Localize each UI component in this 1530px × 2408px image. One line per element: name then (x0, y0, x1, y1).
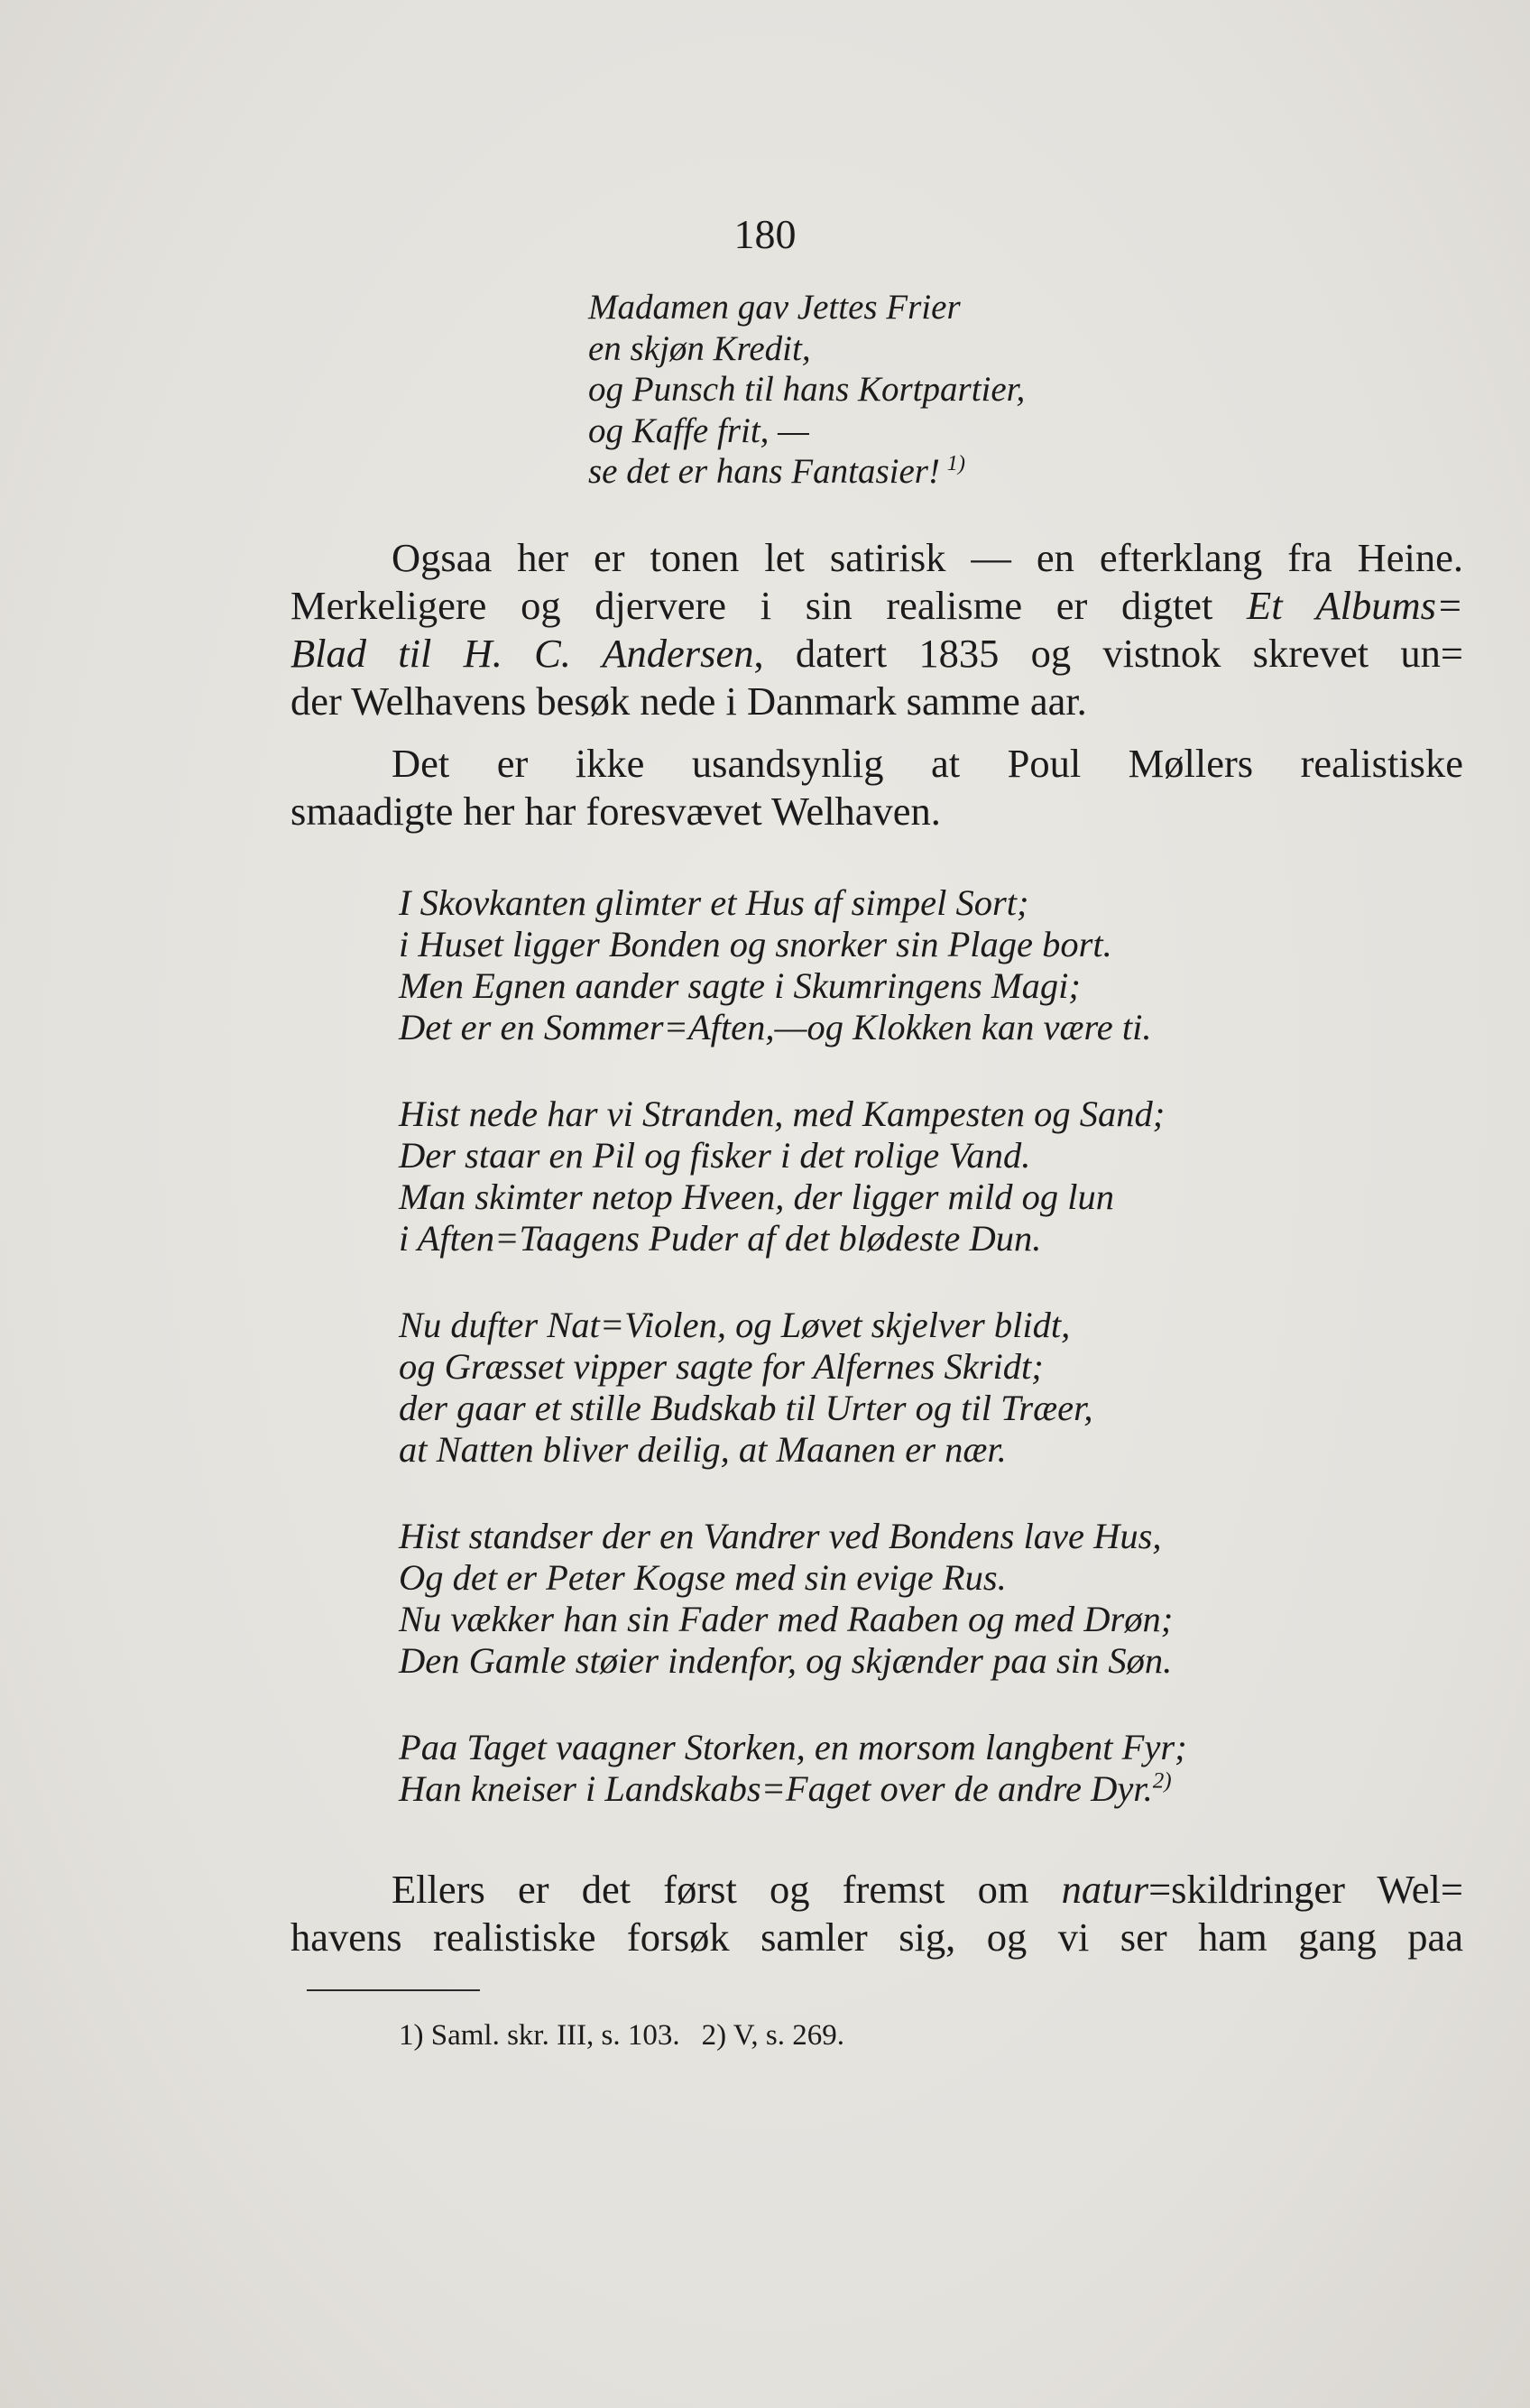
verse-line: I Skovkanten glimter et Hus af simpel Sort; (399, 882, 1029, 923)
verse-quote-1 (588, 287, 1025, 493)
text-line: Det er ikke usandsynlig at Poul Møllers realistiske (392, 741, 1463, 786)
verse-line: i Aften=Taagens Puder af det blødeste Dun. (399, 1218, 1042, 1259)
verse-line: at Natten bliver deilig, at Maanen er nær. (399, 1429, 1007, 1470)
text-line (290, 582, 1463, 630)
footnote-1: 1) Saml. skr. III, s. 103. (399, 2019, 680, 2052)
paragraph-2 (290, 740, 1463, 835)
paragraph-1 (290, 534, 1463, 725)
text-line: Ogsaa her er tonen let satirisk — en efterklang fra Heine. (392, 535, 1463, 580)
verse-line: Der staar en Pil og fisker i det rolige Vand. (399, 1135, 1031, 1176)
verse-line: en skjøn Kredit, (588, 328, 811, 368)
verse-line: Det er en Sommer=Aften,—og Klokken kan være ti. (399, 1007, 1152, 1047)
text-line (290, 630, 1463, 678)
verse-line: og Græsset vipper sagte for Alfernes Skridt; (399, 1346, 1044, 1387)
verse-stanza-3 (399, 1305, 1093, 1471)
text-segment: Ellers er det først og fremst om (392, 1867, 1062, 1912)
footnote-2: 2) V, s. 269. (701, 2019, 844, 2052)
text-line (290, 1866, 1463, 1914)
verse-line: Nu vækker han sin Fader med Raaben og med Drøn; (399, 1599, 1174, 1639)
verse-line (588, 451, 1025, 493)
verse-line: Nu dufter Nat=Violen, og Løvet skjelver blidt, (399, 1305, 1071, 1345)
paragraph-3 (290, 1866, 1463, 1961)
emphasis: natur (1061, 1867, 1149, 1912)
work-title: Et Albums= (1247, 583, 1463, 628)
footnote-ref: 1) (946, 451, 965, 475)
verse-line: der gaar et stille Budskab til Urter og til Træer, (399, 1388, 1093, 1428)
verse-line-text: se det er hans Fantasier! (588, 452, 940, 491)
verse-line: Men Egnen aander sagte i Skumringens Magi; (399, 965, 1081, 1006)
footnotes (399, 2015, 844, 2056)
verse-line: Man skimter netop Hveen, der ligger mild og lun (399, 1176, 1114, 1217)
verse-line: i Huset ligger Bonden og snorker sin Plage bort. (399, 924, 1112, 964)
work-title: Blad til H. C. Andersen (290, 631, 754, 676)
verse-stanza-2 (399, 1093, 1165, 1259)
text-segment: , datert 1835 og vistnok skrevet un= (753, 631, 1463, 676)
text-line: smaadigte her har foresvævet Welhaven. (290, 789, 941, 834)
verse-stanza-1 (399, 882, 1152, 1048)
text-line: havens realistiske forsøk samler sig, og vi ser ham gang paa (290, 1914, 1463, 1960)
verse-line-text: Han kneiser i Landskabs=Faget over de andre Dyr. (399, 1768, 1153, 1809)
verse-line: Hist standser der en Vandrer ved Bondens lave Hus, (399, 1516, 1162, 1556)
verse-line (399, 1768, 1187, 1810)
verse-line: og Punsch til hans Kortpartier, (588, 370, 1026, 409)
verse-line: Hist nede har vi Stranden, med Kampesten og Sand; (399, 1093, 1166, 1134)
verse-stanza-4 (399, 1516, 1173, 1682)
footnote-divider (307, 1989, 480, 1991)
verse-stanza-5 (399, 1727, 1187, 1810)
verse-line: Madamen gav Jettes Frier (588, 288, 961, 327)
verse-line: og Kaffe frit, — (588, 411, 809, 450)
text-segment: Merkeligere og djervere i sin realisme er digtet (290, 583, 1248, 628)
text-line: der Welhavens besøk nede i Danmark samme aar. (290, 678, 1087, 724)
footnote-ref: 2) (1152, 1768, 1172, 1794)
page-number: 180 (733, 211, 797, 257)
text-segment: =skildringer Wel= (1148, 1867, 1463, 1912)
verse-line: Paa Taget vaagner Storken, en morsom langbent Fyr; (399, 1727, 1187, 1767)
verse-line: Den Gamle støier indenfor, og skjænder paa sin Søn. (399, 1640, 1173, 1681)
verse-line: Og det er Peter Kogse med sin evige Rus. (399, 1557, 1007, 1598)
